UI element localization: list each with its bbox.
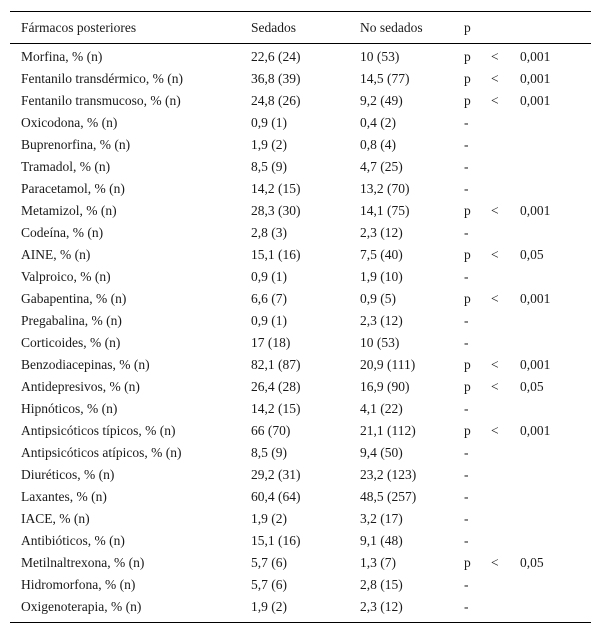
not-sedated-cell: 7,5 (40) [360,247,403,262]
comparison-cell: < [491,203,499,218]
table-row [10,552,591,574]
table-row [10,266,591,288]
table-row [10,442,591,464]
table-row [10,508,591,530]
sedated-cell: 1,9 (2) [251,511,287,526]
table-row [10,398,591,420]
comparison-cell: < [491,291,499,306]
table-row [10,200,591,222]
drug-name-cell: AINE, % (n) [21,247,91,262]
not-sedated-cell: 23,2 (123) [360,467,417,482]
not-sedated-cell: 21,1 (112) [360,423,416,438]
p-cell: p [464,357,471,372]
sedated-cell: 29,2 (31) [251,467,301,482]
comparison-cell: < [491,93,499,108]
sedated-cell: 28,3 (30) [251,203,301,218]
p-value-cell: 0,001 [520,203,551,218]
p-value-cell: 0,001 [520,291,551,306]
table-row [10,46,591,68]
sedated-cell: 82,1 (87) [251,357,301,372]
comparison-cell: < [491,357,499,372]
table-row [10,134,591,156]
sedated-cell: 14,2 (15) [251,401,301,416]
table-row [10,288,591,310]
table-row [10,574,591,596]
not-sedated-cell: 0,9 (5) [360,291,396,306]
not-sedated-cell: 3,2 (17) [360,511,403,526]
drug-name-cell: Metamizol, % (n) [21,203,117,218]
p-cell: p [464,93,471,108]
header-drug: Fármacos posteriores [21,20,137,35]
p-cell: - [464,467,469,482]
sedated-cell: 0,9 (1) [251,313,287,328]
p-cell: p [464,379,471,394]
comparison-cell: < [491,247,499,262]
drug-name-cell: Oxicodona, % (n) [21,115,118,130]
table-row [10,178,591,200]
sedated-cell: 1,9 (2) [251,137,287,152]
sedated-cell: 36,8 (39) [251,71,301,86]
sedated-cell: 14,2 (15) [251,181,301,196]
sedated-cell: 2,8 (3) [251,225,287,240]
p-cell: - [464,115,469,130]
sedated-cell: 6,6 (7) [251,291,287,306]
p-cell: p [464,247,471,262]
not-sedated-cell: 0,4 (2) [360,115,396,130]
table-row [10,530,591,552]
not-sedated-cell: 9,2 (49) [360,93,403,108]
drug-name-cell: Benzodiacepinas, % (n) [21,357,150,372]
table-row [10,596,591,618]
header-not-sedated: No sedados [360,20,423,35]
p-cell: - [464,313,469,328]
p-cell: p [464,49,471,64]
drug-name-cell: Corticoides, % (n) [21,335,121,350]
not-sedated-cell: 48,5 (257) [360,489,417,504]
drug-name-cell: Paracetamol, % (n) [21,181,125,196]
drug-name-cell: Hipnóticos, % (n) [21,401,118,416]
sedated-cell: 17 (18) [251,335,291,350]
not-sedated-cell: 4,1 (22) [360,401,403,416]
table-row [10,420,591,442]
sedated-cell: 0,9 (1) [251,269,287,284]
table-row [10,112,591,134]
not-sedated-cell: 4,7 (25) [360,159,403,174]
drug-name-cell: Fentanilo transmucoso, % (n) [21,93,181,108]
p-cell: p [464,423,471,438]
not-sedated-cell: 1,3 (7) [360,555,396,570]
p-cell: - [464,401,469,416]
drug-table [10,11,591,623]
sedated-cell: 24,8 (26) [251,93,301,108]
comparison-cell: < [491,423,499,438]
sedated-cell: 0,9 (1) [251,115,287,130]
drug-name-cell: Tramadol, % (n) [21,159,111,174]
sedated-cell: 66 (70) [251,423,291,438]
comparison-cell: < [491,555,499,570]
drug-name-cell: Oxigenoterapia, % (n) [21,599,142,614]
drug-name-cell: Diuréticos, % (n) [21,467,115,482]
drug-name-cell: Antipsicóticos atípicos, % (n) [21,445,182,460]
p-value-cell: 0,001 [520,71,551,86]
p-value-cell: 0,05 [520,247,544,262]
not-sedated-cell: 14,1 (75) [360,203,410,218]
table-header-row [10,12,591,43]
table-row [10,68,591,90]
p-cell: - [464,225,469,240]
drug-name-cell: Codeína, % (n) [21,225,104,240]
not-sedated-cell: 10 (53) [360,335,400,350]
p-cell: - [464,159,469,174]
sedated-cell: 15,1 (16) [251,247,301,262]
table-body [10,44,591,622]
not-sedated-cell: 2,8 (15) [360,577,403,592]
comparison-cell: < [491,379,499,394]
drug-name-cell: Morfina, % (n) [21,49,103,64]
not-sedated-cell: 9,1 (48) [360,533,403,548]
not-sedated-cell: 9,4 (50) [360,445,403,460]
drug-name-cell: Pregabalina, % (n) [21,313,122,328]
not-sedated-cell: 0,8 (4) [360,137,396,152]
not-sedated-cell: 2,3 (12) [360,313,403,328]
p-cell: - [464,445,469,460]
drug-name-cell: Valproico, % (n) [21,269,111,284]
not-sedated-cell: 2,3 (12) [360,599,403,614]
not-sedated-cell: 10 (53) [360,49,400,64]
header-sedated: Sedados [251,20,296,35]
p-value-cell: 0,05 [520,379,544,394]
p-cell: - [464,599,469,614]
sedated-cell: 8,5 (9) [251,159,287,174]
drug-name-cell: Metilnaltrexona, % (n) [21,555,145,570]
p-cell: - [464,181,469,196]
sedated-cell: 60,4 (64) [251,489,301,504]
p-value-cell: 0,001 [520,357,551,372]
drug-name-cell: Gabapentina, % (n) [21,291,127,306]
drug-name-cell: Antidepresivos, % (n) [21,379,140,394]
table-row [10,354,591,376]
not-sedated-cell: 13,2 (70) [360,181,410,196]
table-row [10,222,591,244]
sedated-cell: 8,5 (9) [251,445,287,460]
drug-name-cell: Antibióticos, % (n) [21,533,125,548]
sedated-cell: 5,7 (6) [251,577,287,592]
table-row [10,332,591,354]
p-cell: - [464,335,469,350]
p-value-cell: 0,001 [520,93,551,108]
drug-name-cell: Buprenorfina, % (n) [21,137,131,152]
p-cell: - [464,489,469,504]
sedated-cell: 22,6 (24) [251,49,301,64]
sedated-cell: 1,9 (2) [251,599,287,614]
p-cell: p [464,203,471,218]
header-p: p [464,20,471,35]
p-cell: - [464,137,469,152]
p-cell: - [464,533,469,548]
drug-name-cell: Laxantes, % (n) [21,489,107,504]
drug-name-cell: Hidromorfona, % (n) [21,577,136,592]
p-cell: - [464,577,469,592]
table-row [10,156,591,178]
p-cell: p [464,291,471,306]
p-cell: p [464,71,471,86]
not-sedated-cell: 2,3 (12) [360,225,403,240]
p-cell: p [464,555,471,570]
table-bottom-rule [10,622,591,623]
p-value-cell: 0,001 [520,49,551,64]
table-row [10,376,591,398]
p-cell: - [464,511,469,526]
not-sedated-cell: 20,9 (111) [360,357,416,372]
table-row [10,244,591,266]
p-value-cell: 0,05 [520,555,544,570]
drug-name-cell: Fentanilo transdérmico, % (n) [21,71,183,86]
not-sedated-cell: 16,9 (90) [360,379,410,394]
drug-name-cell: IACE, % (n) [21,511,90,526]
table-row [10,310,591,332]
not-sedated-cell: 14,5 (77) [360,71,410,86]
table-row [10,90,591,112]
sedated-cell: 15,1 (16) [251,533,301,548]
comparison-cell: < [491,49,499,64]
table-row [10,486,591,508]
drug-name-cell: Antipsicóticos típicos, % (n) [21,423,176,438]
sedated-cell: 26,4 (28) [251,379,301,394]
sedated-cell: 5,7 (6) [251,555,287,570]
not-sedated-cell: 1,9 (10) [360,269,403,284]
p-cell: - [464,269,469,284]
table-row [10,464,591,486]
p-value-cell: 0,001 [520,423,551,438]
comparison-cell: < [491,71,499,86]
